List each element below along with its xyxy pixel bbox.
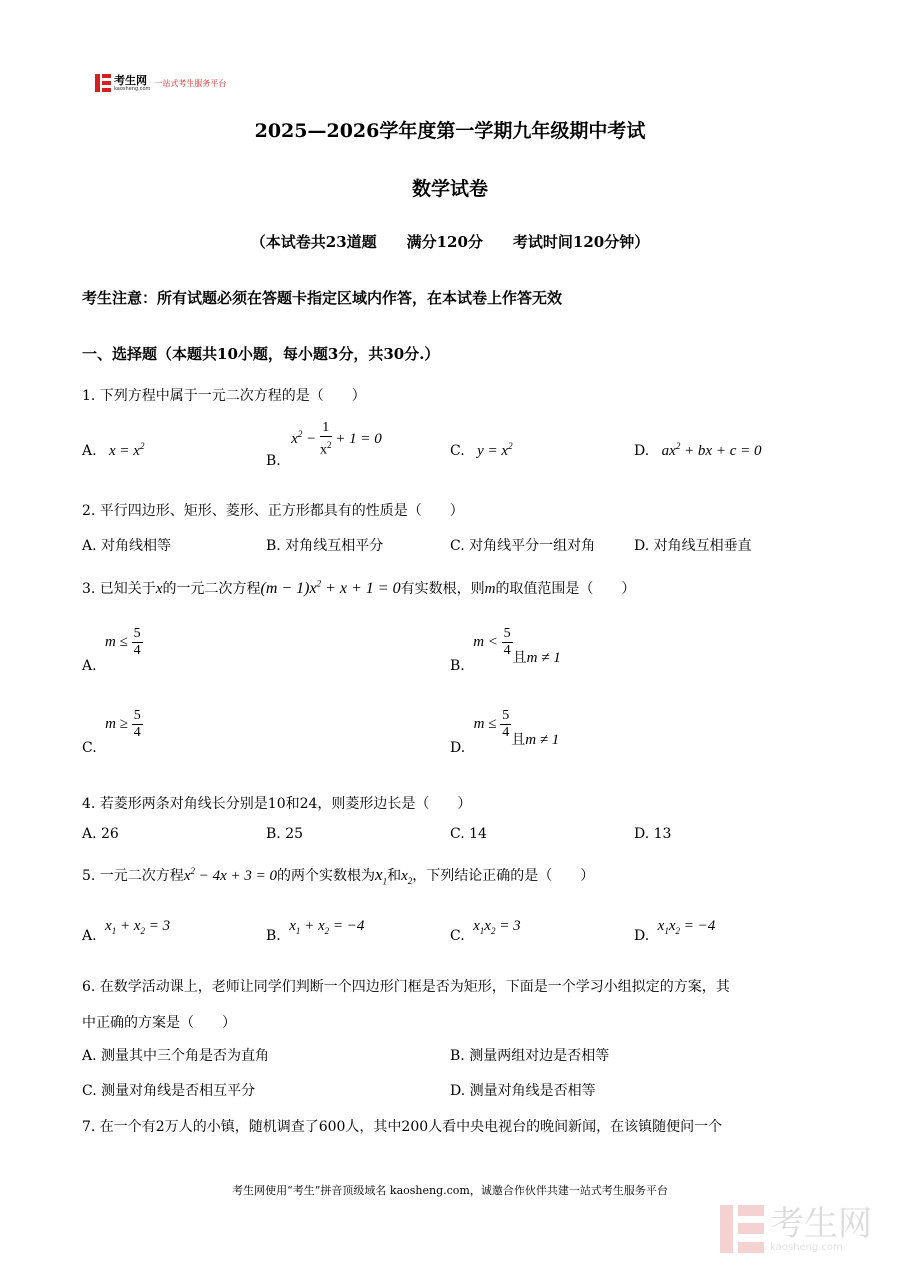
question-5-stem: 5. 一元二次方程$x^2 - 4x + 3 = 0$的两个实数根为$x_1$和$x_2$，下列结论正确的是（ ） xyxy=(82,865,595,887)
q2-option-a: A. 对角线相等 xyxy=(82,538,172,554)
q6-option-b: B. 测量两组对边是否相等 xyxy=(450,1048,610,1064)
q5-option-c: C. $x_1x_2 = 3$ xyxy=(450,918,521,944)
q2-option-c: C. 对角线平分一组对角 xyxy=(450,538,596,554)
question-2-stem: 2. 平行四边形、矩形、菱形、正方形都具有的性质是（ ） xyxy=(82,503,464,519)
question-4-stem: 4. 若菱形两条对角线长分别是10和24，则菱形边长是（ ） xyxy=(82,796,472,812)
logo-domain: kaosheng.com xyxy=(114,85,151,92)
exam-notice: 考生注意：所有试题必须在答题卡指定区域内作答，在本试卷上作答无效 xyxy=(82,289,563,307)
question-6-stem-line1: 6. 在数学活动课上，老师让同学们判断一个四边形门框是否为矩形，下面是一个学习小组拟定的方案，其 xyxy=(82,979,730,995)
q3-option-d: D. m ≤ $\frac{5}{4}$ 且m ≠ 1 xyxy=(450,708,560,756)
watermark-logo xyxy=(720,1205,872,1253)
exam-info: （本试卷共23道题 满分120分 考试时间120分钟） xyxy=(250,233,650,251)
q3-option-b: B. m < $\frac{5}{4}$ 且m ≠ 1 xyxy=(450,626,561,674)
question-1-stem: 1. 下列方程中属于一元二次方程的是（ ） xyxy=(82,388,366,404)
q3-option-c: C. m ≥ $\frac{5}{4}$ xyxy=(82,708,141,756)
watermark-domain: kaosheng.com xyxy=(770,1241,843,1253)
subject-title: 数学试卷 xyxy=(411,178,488,200)
exam-title: 2025—2026学年度第一学期九年级期中考试 xyxy=(254,120,646,142)
logo-name: 考生网 xyxy=(114,73,147,87)
q5-option-a: A. $x_1 + x_2 = 3$ xyxy=(82,918,171,944)
q4-option-a: A. 26 xyxy=(82,826,119,842)
q5-option-d: D. $x_1x_2 = -4$ xyxy=(634,918,716,944)
q1-option-b: B. $x^2$ − $\frac{1}{x^2}$ + 1 = 0 xyxy=(266,420,382,469)
watermark-logo-icon xyxy=(720,1205,764,1253)
q2-option-b: B. 对角线互相平分 xyxy=(266,538,384,554)
q1-option-d: D. $ax^2$ + bx + c = 0 xyxy=(634,441,762,459)
q3-option-a: A. m ≤ $\frac{5}{4}$ xyxy=(82,626,141,674)
q2-option-d: D. 对角线互相垂直 xyxy=(634,538,752,554)
question-7-stem: 7. 在一个有2万人的小镇，随机调查了600人，其中200人看中央电视台的晚间新闻，在该镇随便问一个 xyxy=(82,1119,723,1135)
watermark-name: 考生网 xyxy=(770,1203,872,1244)
q6-option-d: D. 测量对角线是否相等 xyxy=(450,1083,596,1099)
q5-option-b: B. $x_1 + x_2 = -4$ xyxy=(266,918,365,944)
header-slogan: 一站式考生服务平台 xyxy=(154,78,227,88)
page-footer: 考生网使用“考生”拼音顶级域名 kaosheng.com，诚邀合作伙伴共建一站式考生服务平台 xyxy=(232,1184,668,1197)
header-logo xyxy=(95,72,226,94)
q1-option-c: C. $y = x^2$ xyxy=(450,441,513,459)
q4-option-b: B. 25 xyxy=(266,826,304,842)
q1-option-a: A. $x = x^2$ xyxy=(82,441,145,459)
q4-option-d: D. 13 xyxy=(634,826,672,842)
q6-option-a: A. 测量其中三个角是否为直角 xyxy=(82,1048,270,1064)
question-6-stem-line2: 中正确的方案是（ ） xyxy=(82,1015,236,1031)
question-3-stem: 3. 已知关于x的一元二次方程$(m - 1)x^2 + x + 1 = 0$有实数根，则m的取值范围是（ ） xyxy=(82,578,636,597)
q4-option-c: C. 14 xyxy=(450,826,487,842)
kaosheng-logo-icon xyxy=(95,74,111,92)
section-heading: 一、选择题（本题共10小题，每小题3分，共30分.） xyxy=(82,345,440,363)
q6-option-c: C. 测量对角线是否相互平分 xyxy=(82,1083,256,1099)
